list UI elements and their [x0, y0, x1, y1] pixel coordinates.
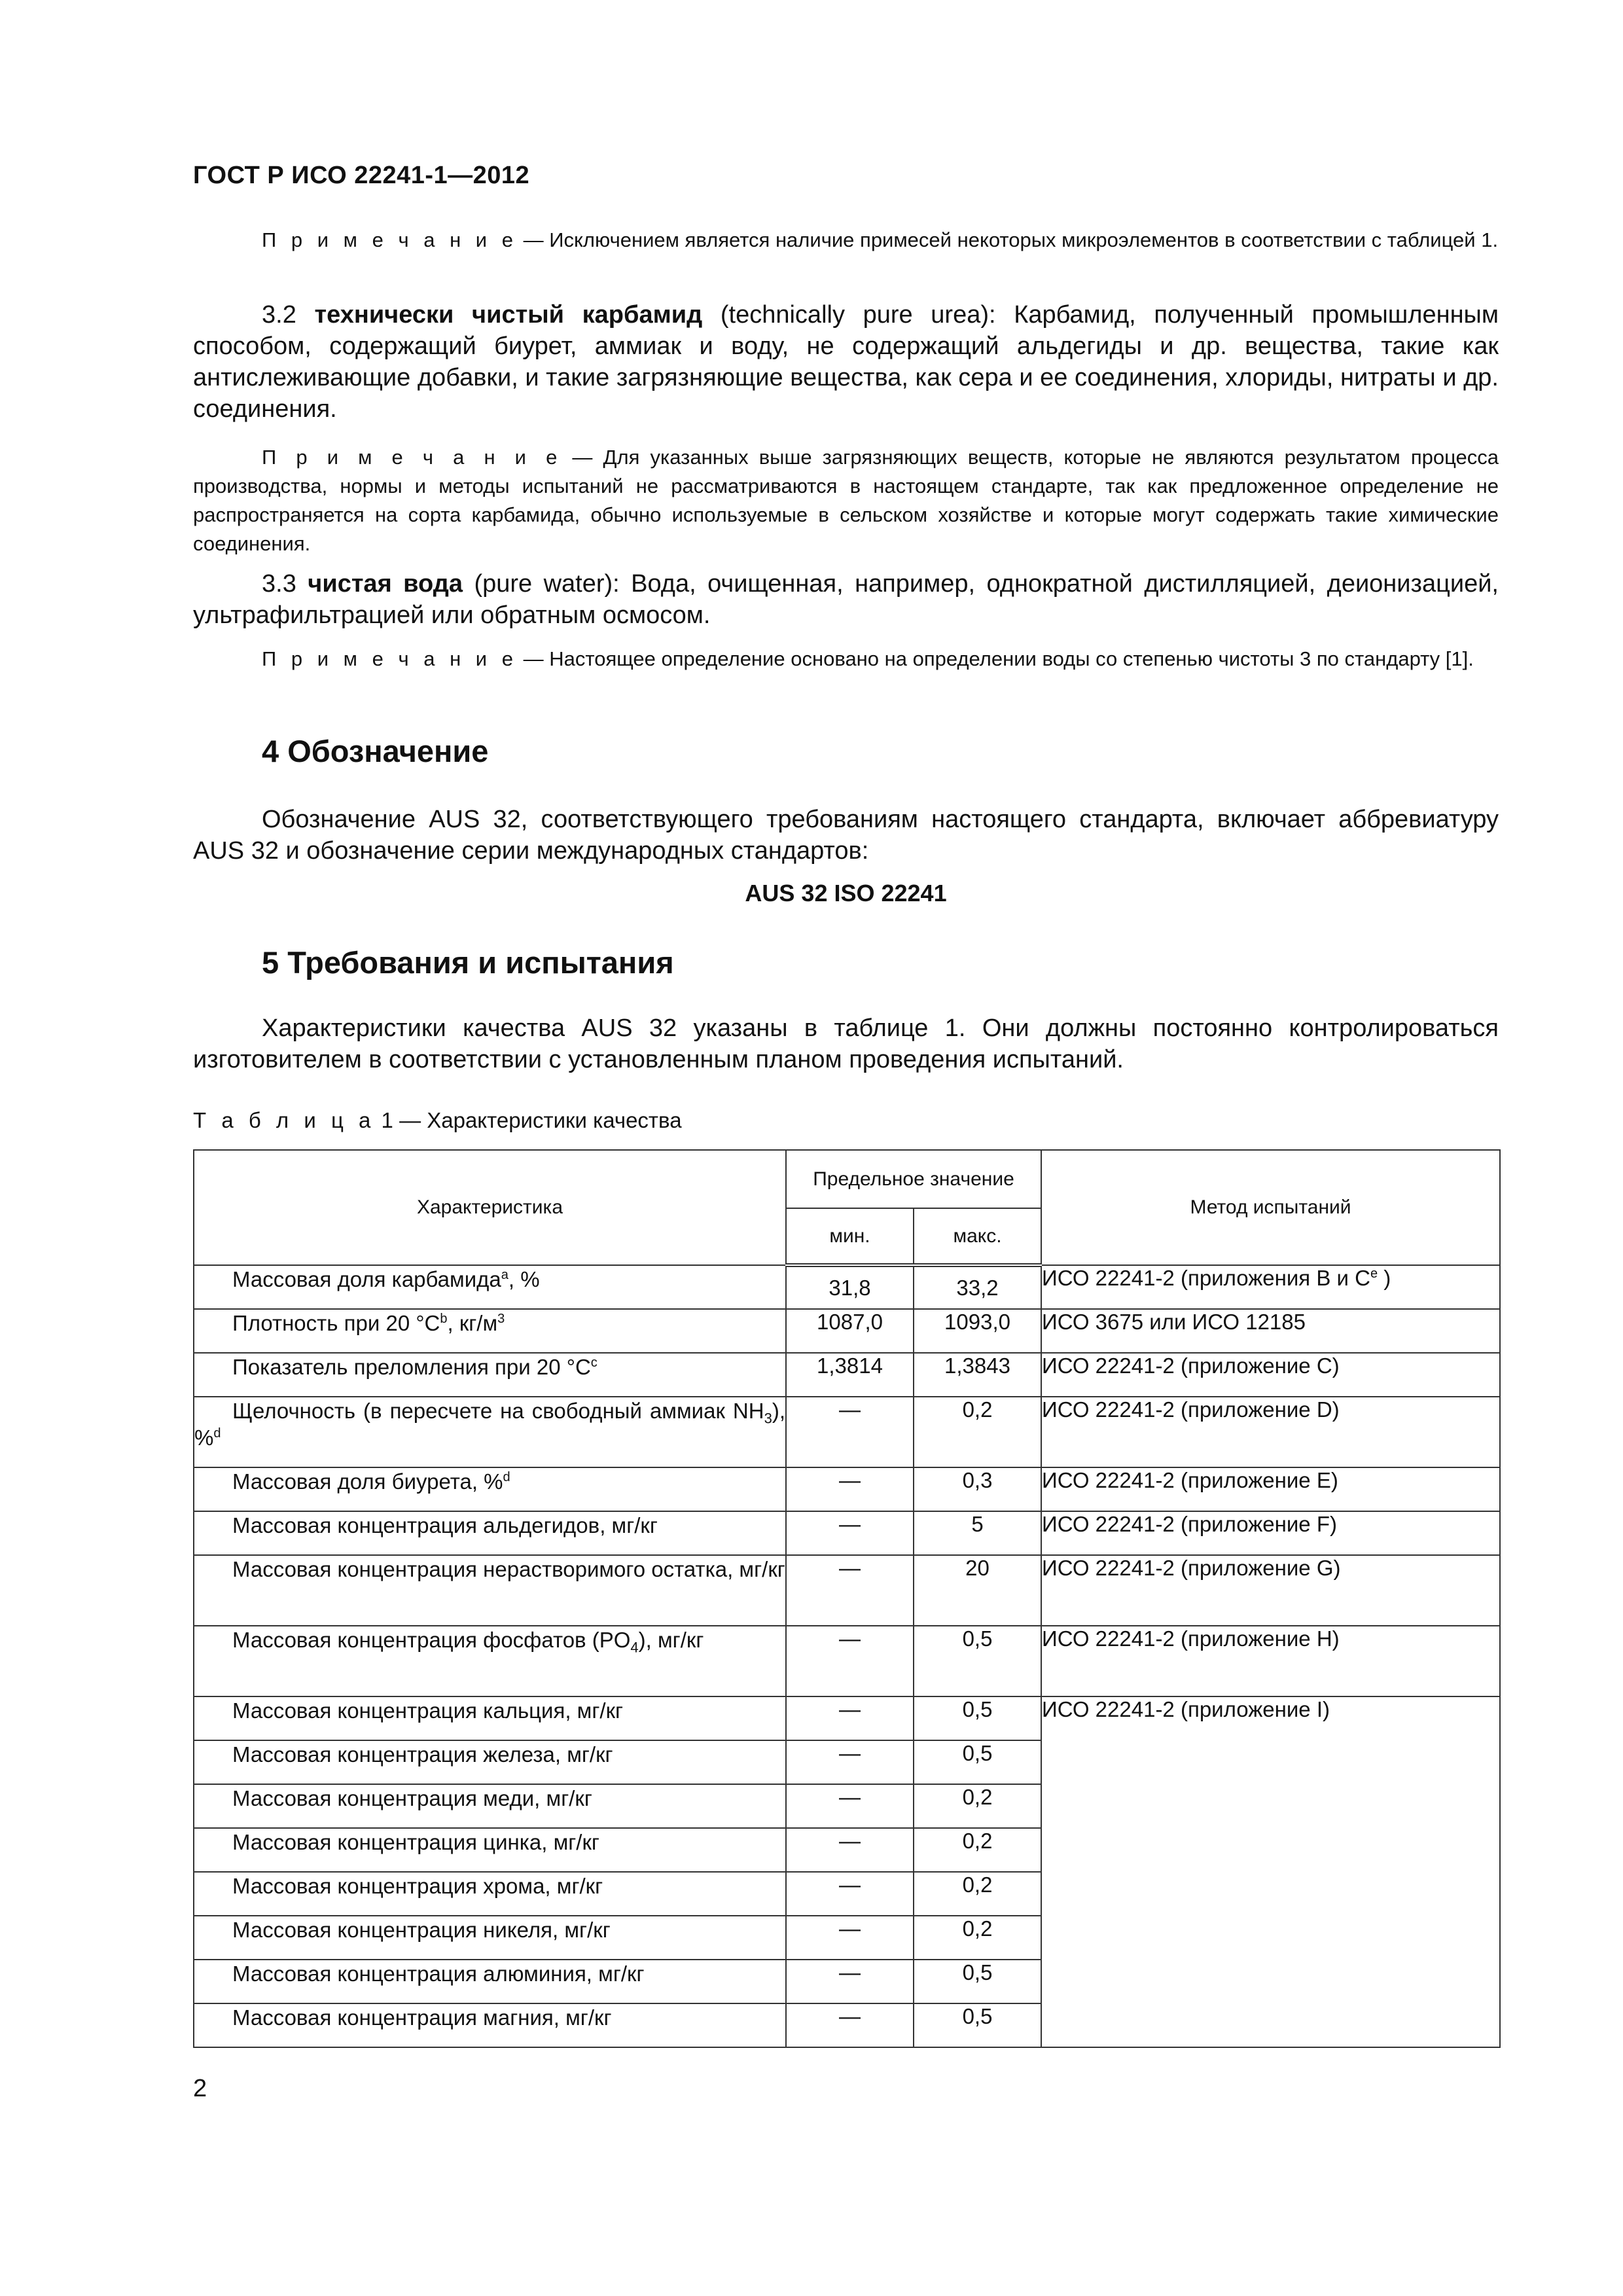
cell-characteristic	[194, 1309, 786, 1353]
characteristic-text	[194, 1785, 785, 1812]
characteristic-name: Массовая концентрация альдегидов, мг/кг	[232, 1513, 658, 1537]
method-text: ИСО 22241-2 (приложение D)	[1042, 1397, 1340, 1422]
section-4-title: 4 Обозначение	[262, 734, 489, 768]
cell-characteristic	[194, 1353, 786, 1397]
cell-min: —	[786, 1397, 914, 1467]
method-text: ИСО 22241-2 (приложение F)	[1042, 1512, 1337, 1536]
cell-characteristic	[194, 1467, 786, 1511]
characteristic-text	[194, 1556, 785, 1583]
cell-characteristic	[194, 1784, 786, 1828]
characteristic-text	[194, 1310, 785, 1336]
method-text: ИСО 3675 или ИСО 12185	[1042, 1310, 1306, 1334]
cell-max: 20	[914, 1555, 1041, 1626]
note-text: Для указанных выше загрязняющих веществ, которые не являются результатом процесса производства, нормы и методы испытаний не рассматриваются в настоящем стандарте, так как предложенное определение не распространяется на сорта карбамида, обычно используемые в сельском хозяйстве и которые могут содержать такие химические соединения.	[193, 446, 1499, 555]
header-min: мин.	[786, 1208, 914, 1265]
cell-characteristic	[194, 1265, 786, 1309]
term-name: чистая вода	[308, 570, 463, 598]
term-3-3	[193, 568, 1499, 631]
characteristic-text	[194, 1873, 785, 1899]
method-text: ИСО 22241-2 (приложение I)	[1042, 1697, 1330, 1721]
method-text: ИСО 22241-2 (приложение Е)	[1042, 1468, 1338, 1492]
cell-min: —	[786, 1828, 914, 1872]
characteristic-text	[194, 1397, 785, 1451]
cell-max: 0,2	[914, 1872, 1041, 1916]
cell-method	[1041, 1353, 1500, 1397]
section-4-text	[193, 804, 1499, 867]
footnote-marker: e	[1370, 1266, 1378, 1281]
header-max: макс.	[914, 1208, 1041, 1265]
cell-max: 0,2	[914, 1828, 1041, 1872]
characteristic-name: Массовая концентрация хрома, мг/кг	[232, 1874, 603, 1898]
cell-min: —	[786, 1784, 914, 1828]
cell-min: —	[786, 1626, 914, 1696]
cell-max: 0,2	[914, 1397, 1041, 1467]
cell-min: 1087,0	[786, 1309, 914, 1353]
characteristic-text	[194, 1960, 785, 1987]
cell-max: 0,5	[914, 2003, 1041, 2047]
cell-characteristic	[194, 1511, 786, 1555]
section-5-text	[193, 1013, 1499, 1075]
term-definition: (technically pure urea): Карбамид, полученный промышленным способом, содержащий биурет, аммиак и воду, не содержащий альдегиды и др. вещества, такие как антислеживающие добавки, и такие загрязняющие вещества, как сера и ее соединения, хлориды, нитраты и др. соединения.	[193, 301, 1499, 423]
characteristic-text	[194, 1266, 785, 1293]
term-definition: (pure water): Вода, очищенная, например, однократной дистилляцией, деионизацией, ультрафильтрацией или обратным осмосом.	[193, 570, 1499, 629]
cell-max: 33,2	[914, 1265, 1041, 1309]
cell-characteristic	[194, 1696, 786, 1740]
characteristic-text	[194, 1741, 785, 1768]
characteristic-text	[194, 1468, 785, 1495]
cell-method	[1041, 1696, 1500, 2047]
note-label: П р и м е ч а н и е	[262, 446, 562, 469]
table-caption-label: Т а б л и ц а	[193, 1108, 376, 1132]
term-number: 3.2	[262, 301, 296, 329]
table-row	[194, 1511, 1500, 1555]
cell-max: 0,3	[914, 1467, 1041, 1511]
method-text: ИСО 22241-2 (приложение Н)	[1042, 1626, 1340, 1651]
term-number: 3.3	[262, 570, 296, 598]
note-block-3	[193, 645, 1499, 673]
cell-characteristic	[194, 1555, 786, 1626]
characteristic-name: Плотность при 20 °С	[232, 1311, 440, 1335]
cell-max: 1093,0	[914, 1309, 1041, 1353]
cell-min: 31,8	[786, 1265, 914, 1309]
table-row	[194, 1467, 1500, 1511]
cell-characteristic	[194, 1872, 786, 1916]
cell-characteristic	[194, 1960, 786, 2003]
characteristic-unit: , кг/м	[447, 1311, 498, 1335]
footnote-marker: d	[503, 1470, 510, 1484]
characteristic-text	[194, 1697, 785, 1724]
method-text: ИСО 22241-2 (приложение G)	[1042, 1556, 1341, 1580]
method-text: ИСО 22241-2 (приложения В и С	[1042, 1266, 1370, 1290]
unit-superscript: d	[213, 1426, 221, 1441]
quality-table	[193, 1149, 1501, 2048]
cell-characteristic	[194, 1397, 786, 1467]
cell-min: —	[786, 1467, 914, 1511]
characteristic-text	[194, 1916, 785, 1943]
cell-method	[1041, 1511, 1500, 1555]
characteristic-unit: ), мг/кг	[638, 1628, 704, 1652]
characteristic-name: Массовая доля карбамида	[232, 1267, 501, 1291]
term-name: технически чистый карбамид	[314, 301, 703, 329]
characteristic-name: Щелочность (в пересчете на свободный аммиак NH	[232, 1399, 764, 1423]
unit-superscript: 3	[497, 1312, 505, 1326]
characteristic-subscript: 3	[764, 1410, 772, 1427]
cell-characteristic	[194, 1740, 786, 1784]
cell-characteristic	[194, 1626, 786, 1696]
cell-method	[1041, 1397, 1500, 1467]
cell-method	[1041, 1265, 1500, 1309]
table-row	[194, 1555, 1500, 1626]
note-text: Настоящее определение основано на определении воды со степенью чистоты 3 по стандарту [1].	[549, 647, 1474, 670]
cell-min: —	[786, 1511, 914, 1555]
cell-max: 1,3843	[914, 1353, 1041, 1397]
characteristic-name: Массовая доля биурета, %	[232, 1469, 503, 1494]
method-text: ИСО 22241-2 (приложение С)	[1042, 1354, 1340, 1378]
cell-min: 1,3814	[786, 1353, 914, 1397]
table-row	[194, 1696, 1500, 1740]
document-header: ГОСТ Р ИСО 22241-1—2012	[193, 162, 530, 189]
cell-max: 0,2	[914, 1916, 1041, 1960]
table-row	[194, 1353, 1500, 1397]
method-tail: )	[1378, 1266, 1391, 1290]
characteristic-subscript: 4	[630, 1639, 639, 1656]
table-row	[194, 1265, 1500, 1309]
cell-method	[1041, 1626, 1500, 1696]
note-text: Исключением является наличие примесей некоторых микроэлементов в соответствии с таблицей 1.	[549, 228, 1499, 251]
designation: AUS 32 ISO 22241	[745, 880, 947, 906]
note-dash: —	[517, 228, 550, 251]
characteristic-name: Массовая концентрация цинка, мг/кг	[232, 1830, 599, 1854]
cell-method	[1041, 1309, 1500, 1353]
characteristic-text	[194, 1354, 785, 1380]
cell-min: —	[786, 1960, 914, 2003]
header-characteristic: Характеристика	[194, 1150, 786, 1265]
cell-max: 0,2	[914, 1784, 1041, 1828]
characteristic-name: Показатель преломления при 20 °С	[232, 1355, 591, 1379]
cell-method	[1041, 1467, 1500, 1511]
note-block-2	[193, 443, 1499, 558]
note-label: П р и м е ч а н и е	[262, 228, 518, 251]
page-number: 2	[193, 2075, 207, 2102]
cell-min: —	[786, 2003, 914, 2047]
table-row	[194, 1397, 1500, 1467]
characteristic-name: Массовая концентрация магния, мг/кг	[232, 2005, 612, 2030]
characteristic-name: Массовая концентрация железа, мг/кг	[232, 1742, 613, 1767]
section-5-title: 5 Требования и испытания	[262, 945, 674, 980]
cell-characteristic	[194, 1828, 786, 1872]
header-limit: Предельное значение	[786, 1150, 1041, 1208]
table-caption	[193, 1108, 682, 1133]
section-5-paragraph: Характеристики качества AUS 32 указаны в таблице 1. Они должны постоянно контролироваться изготовителем в соответствии с установленным планом проведения испытаний.	[193, 1014, 1499, 1073]
footnote-marker: b	[440, 1312, 448, 1326]
cell-max: 5	[914, 1511, 1041, 1555]
cell-min: —	[786, 1740, 914, 1784]
characteristic-unit: ), %	[194, 1399, 785, 1450]
cell-max: 0,5	[914, 1626, 1041, 1696]
characteristic-unit: , %	[508, 1267, 540, 1291]
footnote-marker: a	[501, 1268, 508, 1282]
cell-characteristic	[194, 2003, 786, 2047]
header-method: Метод испытаний	[1041, 1150, 1500, 1265]
table-caption-text: 1 — Характеристики качества	[375, 1108, 682, 1132]
cell-max: 0,5	[914, 1696, 1041, 1740]
characteristic-name: Массовая концентрация меди, мг/кг	[232, 1786, 592, 1810]
characteristic-text	[194, 2004, 785, 2031]
characteristic-name: Массовая концентрация кальция, мг/кг	[232, 1698, 624, 1723]
characteristic-name: Массовая концентрация нерастворимого остатка, мг/кг	[232, 1557, 785, 1581]
term-3-2	[193, 299, 1499, 425]
characteristic-name: Массовая концентрация фосфатов (PO	[232, 1628, 631, 1652]
note-block-1	[193, 226, 1499, 255]
section-4-paragraph: Обозначение AUS 32, соответствующего требованиям настоящего стандарта, включает аббревиатуру AUS 32 и обозначение серии международных стандартов:	[193, 806, 1499, 865]
footnote-marker: c	[590, 1355, 597, 1370]
note-dash: —	[562, 446, 603, 469]
cell-max: 0,5	[914, 1740, 1041, 1784]
cell-min: —	[786, 1916, 914, 1960]
characteristic-text	[194, 1512, 785, 1539]
cell-min: —	[786, 1555, 914, 1626]
cell-min: —	[786, 1696, 914, 1740]
note-dash: —	[517, 647, 550, 670]
characteristic-text	[194, 1626, 785, 1656]
cell-min: —	[786, 1872, 914, 1916]
cell-method	[1041, 1555, 1500, 1626]
characteristic-name: Массовая концентрация алюминия, мг/кг	[232, 1962, 645, 1986]
cell-characteristic	[194, 1916, 786, 1960]
characteristic-text	[194, 1829, 785, 1856]
cell-max: 0,5	[914, 1960, 1041, 2003]
table-row	[194, 1309, 1500, 1353]
note-label: П р и м е ч а н и е	[262, 647, 518, 670]
characteristic-name: Массовая концентрация никеля, мг/кг	[232, 1918, 611, 1942]
table-row	[194, 1626, 1500, 1696]
